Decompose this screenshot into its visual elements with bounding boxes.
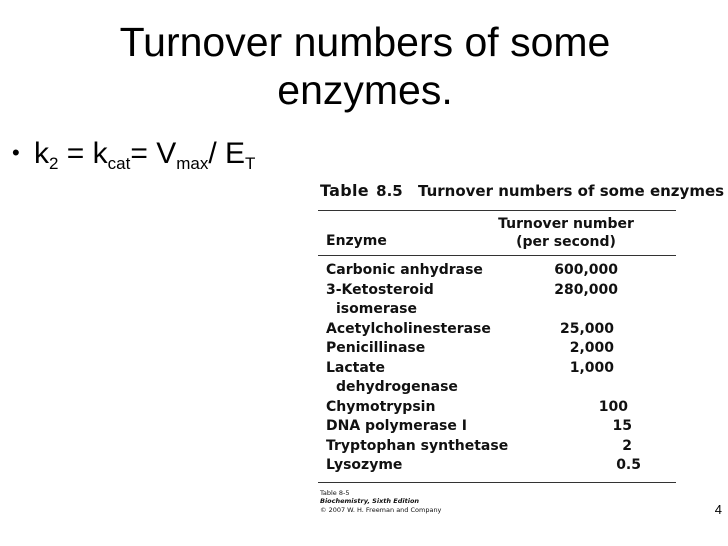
- slide-title: Turnover numbers of some enzymes.: [119, 19, 611, 113]
- formula-kcat: = k: [58, 137, 108, 170]
- table-caption-title: Turnover numbers of some enzymes: [417, 182, 725, 200]
- enzyme-name: Lactate: [326, 359, 385, 376]
- table-row: [318, 339, 676, 359]
- table-row: [318, 261, 676, 281]
- table-row: [318, 300, 676, 320]
- bullet-dot-icon: •: [12, 140, 20, 165]
- credit-copyright: © 2007 W. H. Freeman and Company: [320, 505, 442, 514]
- turnover-value: 280,000: [554, 281, 618, 298]
- turnover-value: 2,000: [569, 340, 614, 356]
- enzyme-name: Lysozyme: [326, 457, 403, 473]
- formula-kcat-subscript: cat: [107, 154, 131, 173]
- credit-book: Biochemistry, Sixth Edition: [320, 497, 420, 505]
- formula-k: k: [34, 137, 49, 170]
- header-turnover-line1: Turnover number: [498, 216, 634, 232]
- enzyme-name-continued: isomerase: [336, 301, 418, 317]
- enzyme-name: Chymotrypsin: [326, 398, 436, 415]
- table-row: [318, 437, 676, 457]
- header-turnover: [496, 215, 636, 251]
- table-row: [318, 398, 676, 418]
- formula-vmax-subscript: max: [176, 154, 209, 173]
- turnover-value: 100: [598, 398, 628, 415]
- table-row: [318, 320, 676, 340]
- header-turnover-line2: (per second): [516, 234, 616, 250]
- formula-vmax: = V: [130, 137, 177, 170]
- table-body: [318, 256, 676, 476]
- formula-et: / E: [208, 137, 246, 170]
- turnover-value: 600,000: [554, 262, 618, 278]
- enzyme-name: Acetylcholinesterase: [326, 320, 491, 337]
- enzyme-name: 3-Ketosteroid: [326, 281, 434, 298]
- formula-et-subscript: T: [245, 154, 256, 173]
- enzyme-name-continued: dehydrogenase: [336, 379, 458, 395]
- table-caption-prefix: Table: [320, 181, 369, 200]
- turnover-table: [318, 181, 725, 514]
- enzyme-name: Penicillinase: [326, 340, 426, 356]
- table-row: [318, 456, 676, 476]
- table-row: [318, 281, 676, 301]
- table-header: [318, 211, 676, 250]
- enzyme-name: Carbonic anhydrase: [326, 262, 483, 278]
- turnover-value: 25,000: [559, 320, 614, 337]
- table-caption: [318, 181, 725, 200]
- enzyme-name: Tryptophan synthetase: [326, 437, 509, 454]
- formula-bullet: [12, 135, 255, 182]
- turnover-value: 2: [622, 437, 632, 454]
- table-row: [318, 359, 676, 379]
- formula-k-subscript: 2: [49, 154, 59, 173]
- enzyme-name: DNA polymerase I: [326, 418, 467, 434]
- credit-table-ref: Table 8-5: [320, 488, 350, 497]
- table-row: [318, 417, 676, 437]
- table-caption-number: 8.5: [376, 182, 403, 200]
- turnover-value: 15: [612, 418, 632, 434]
- header-enzyme: Enzyme: [326, 233, 387, 249]
- table-credit: [318, 489, 676, 515]
- page-number: 4: [714, 502, 722, 517]
- table-bottom-rule: [318, 482, 676, 483]
- table-row: [318, 378, 676, 398]
- turnover-value: 0.5: [616, 457, 641, 473]
- turnover-value: 1,000: [569, 359, 614, 376]
